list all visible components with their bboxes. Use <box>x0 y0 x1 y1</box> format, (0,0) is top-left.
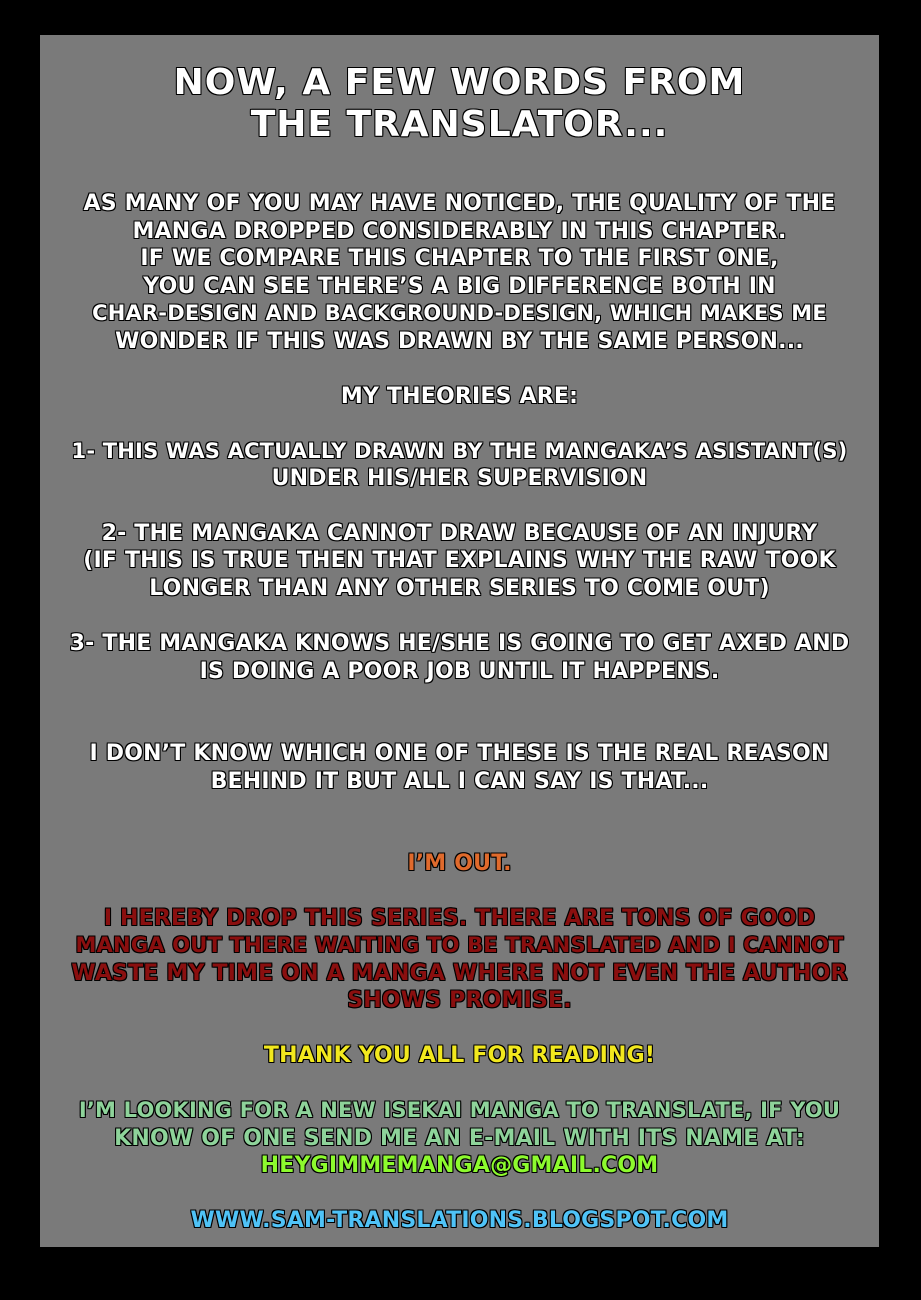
intro-line: MANGA DROPPED CONSIDERABLY IN THIS CHAPTER. <box>132 219 787 244</box>
theory-1-line: 1- THIS WAS ACTUALLY DRAWN BY THE MANGAKA’S ASISTANT(S) <box>71 439 848 463</box>
theory-2-line: (IF THIS IS TRUE THEN THAT EXPLAINS WHY THE RAW TOOK <box>83 548 836 573</box>
email-link[interactable]: HEYGIMMEMANGA@GMAIL.COM <box>260 1153 659 1178</box>
drop-notice-line: SHOWS PROMISE. <box>347 988 572 1013</box>
website-link[interactable]: WWW.SAM-TRANSLATIONS.BLOGSPOT.COM <box>190 1208 729 1233</box>
thanks-text: THANK YOU ALL FOR READING! <box>263 1043 656 1068</box>
title-line-1: NOW, A FEW WORDS FROM <box>173 62 746 103</box>
drop-notice-line: MANGA OUT THERE WAITING TO BE TRANSLATED AND I CANNOT <box>75 933 844 957</box>
im-out-text: I’M OUT. <box>407 851 512 876</box>
translator-note-panel <box>40 35 879 1247</box>
intro-line: YOU CAN SEE THERE’S A BIG DIFFERENCE BOTH IN <box>143 274 776 299</box>
looking-line: I’M LOOKING FOR A NEW ISEKAI MANGA TO TRANSLATE, IF YOU <box>78 1098 841 1122</box>
drop-notice-line: I HEREBY DROP THIS SERIES. THERE ARE TONS OF GOOD <box>103 906 816 931</box>
title-line-2: THE TRANSLATOR... <box>250 104 669 145</box>
intro-line: WONDER IF THIS WAS DRAWN BY THE SAME PERSON... <box>115 329 804 354</box>
theory-3-line: IS DOING A POOR JOB UNTIL IT HAPPENS. <box>199 659 720 684</box>
conclusion-line: BEHIND IT BUT ALL I CAN SAY IS THAT... <box>210 769 709 794</box>
theory-1-line: UNDER HIS/HER SUPERVISION <box>271 466 648 491</box>
drop-notice-line: WASTE MY TIME ON A MANGA WHERE NOT EVEN THE AUTHOR <box>71 961 848 986</box>
theory-3-line: 3- THE MANGAKA KNOWS HE/SHE IS GOING TO GET AXED AND <box>69 631 850 656</box>
theory-2-line: 2- THE MANGAKA CANNOT DRAW BECAUSE OF AN INJURY <box>101 521 818 546</box>
intro-line: CHAR-DESIGN AND BACKGROUND-DESIGN, WHICH MAKES ME <box>92 301 827 325</box>
conclusion-line: I DON’T KNOW WHICH ONE OF THESE IS THE REAL REASON <box>89 741 830 766</box>
looking-line: KNOW OF ONE SEND ME AN E-MAIL WITH ITS NAME AT: <box>114 1126 805 1151</box>
intro-line: AS MANY OF YOU MAY HAVE NOTICED, THE QUALITY OF THE <box>83 191 836 216</box>
theory-2-line: LONGER THAN ANY OTHER SERIES TO COME OUT) <box>149 576 770 601</box>
intro-line: IF WE COMPARE THIS CHAPTER TO THE FIRST ONE, <box>140 246 779 271</box>
theories-heading: MY THEORIES ARE: <box>340 384 579 409</box>
